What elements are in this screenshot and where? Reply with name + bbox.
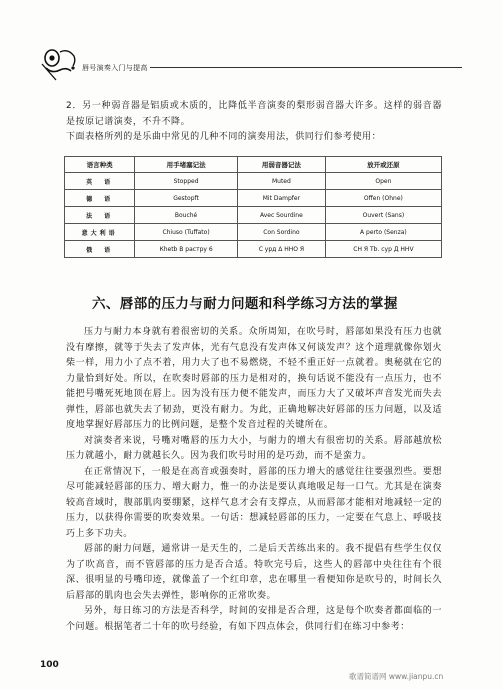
table-cell: Muted — [237, 173, 325, 190]
table-cell: C урд Δ HHO Я — [237, 241, 325, 258]
table-header-row — [65, 157, 442, 173]
table-cell: CH Я Tb. сур Д HHV — [325, 241, 441, 258]
table-cell-language: 俄 语 — [65, 241, 135, 258]
table-cell: Offen (Ohne) — [325, 190, 441, 207]
intro-paragraph-table-lead: 下面表格所列的是乐曲中常见的几种不同的演奏用法，供同行们参考使用： — [66, 132, 382, 142]
table-row — [65, 173, 442, 190]
table-row — [65, 241, 442, 258]
table-row — [65, 207, 442, 224]
table-cell: Stopped — [135, 173, 238, 190]
table-row — [65, 190, 442, 207]
table-row — [65, 224, 442, 241]
header-rule — [150, 67, 462, 68]
table-header-cell: 用弱音器记法 — [237, 157, 325, 173]
body-paragraph: 另外，每日练习的方法是否科学，时间的安排是否合理，这是每个吹奏者都面临的一个问题。根据笔者二十年的吹号经验，有如下四点体会，供同行们在练习中参考： — [66, 606, 442, 632]
table-header-cell: 放开或还原 — [325, 157, 441, 173]
table-cell-language: 德 语 — [65, 190, 135, 207]
table-cell-language: 法 语 — [65, 207, 135, 224]
intro-paragraph-mute: 2．另一种弱音器是铝质或木质的，比降低半音演奏的梨形弱音器大许多。这样的弱音器是按原记谱演奏，不升不降。 — [66, 101, 442, 127]
body-paragraph: 压力与耐力本身就有着很密切的关系。众所周知，在吹号时，唇部如果没有压力也就没有摩擦，就等于失去了发声体，光有气息没有发声体又何谈发声？这个道理就像你划火柴一样，用力小了点不着，用力大了也不易燃烧，不轻不重正好一点就着。奥秘就在它的力量恰到好处。所以，在吹奏时唇部的压力是相对的，换句话说不能没有一点压力，也不能把号嘴死死地顶在唇上。因为没有压力便不能发声，而压力大了又破坏声音发光而失去弹性，唇部也就失去了韧劲，更没有耐力。为此，正确地解决好唇部的压力问题，以及适度地掌握好唇部压力的比例问题，是整个发音过程的关键所在。 — [66, 327, 442, 430]
table-cell: Avec Sourdine — [237, 207, 325, 224]
body-paragraph: 唇部的耐力问题，通常讲一是天生的，二是后天苦练出来的。我不提倡有些学生仅仅为了吹高音，而不管唇部的压力是否合适。特吹完号后，这些人的唇部中央往往有个很深、很明显的号嘴印迹，就像盖了一个红印章，忠在哪里一看便知你是吹号的，时间长久后唇部的肌肉也会失去弹性，影响你的正常吹奏。 — [66, 544, 442, 601]
site-watermark: 歌谱简谱网 www.jianpu.cn — [349, 672, 444, 681]
body-paragraph: 对演奏者来说，号嘴对嘴唇的压力大小，与耐力的增大有很密切的关系。唇部越放松压力就越小，耐力就越长久。因为我们吹号时用的是巧劲，而不是蛮力。 — [66, 435, 442, 461]
table-cell: Ouvert (Sans) — [325, 207, 441, 224]
table-cell-language: 意大利语 — [65, 224, 135, 241]
table-cell: Chiuso (Tuffato) — [135, 224, 238, 241]
table-cell: Gestopft — [135, 190, 238, 207]
running-header-title: 唇号演奏入门与提高 — [82, 64, 148, 72]
section-body — [66, 325, 442, 635]
table-header-cell: 用手堵塞记法 — [135, 157, 238, 173]
table-header-cell: 语言种类 — [65, 157, 135, 173]
table-cell: Bouché — [135, 207, 238, 224]
table-cell: Кhetb B pacтpy 6 — [135, 241, 238, 258]
table-cell: Open — [325, 173, 441, 190]
body-paragraph: 在正常情况下，一般是在高音或强奏时，唇部的压力增大的感觉往往要强烈些。要想尽可能减轻唇部的压力、增大耐力，惟一的办法是要认真地吸足每一口气。尤其是在演奏较高音域时，腹部肌肉要绷紧，这样气息才会有支撑点，从而唇部才能相对地减轻一定的压力，以获得你需要的吹奏效果。一句话：想减轻唇部的压力，一定要在气息上、呼吸技巧上多下功夫。 — [66, 466, 442, 539]
horn-player-logo-icon — [40, 44, 80, 82]
table-cell: Mit Dampfer — [237, 190, 325, 207]
page-number: 100 — [40, 660, 59, 670]
table-cell: Con Sordino — [237, 224, 325, 241]
mute-notation-table — [64, 156, 442, 258]
section-heading: 六、唇部的压力与耐力问题和科学练习方法的掌握 — [92, 296, 398, 312]
table-cell-language: 英 语 — [65, 173, 135, 190]
table-cell: A perto (Senza) — [325, 224, 441, 241]
